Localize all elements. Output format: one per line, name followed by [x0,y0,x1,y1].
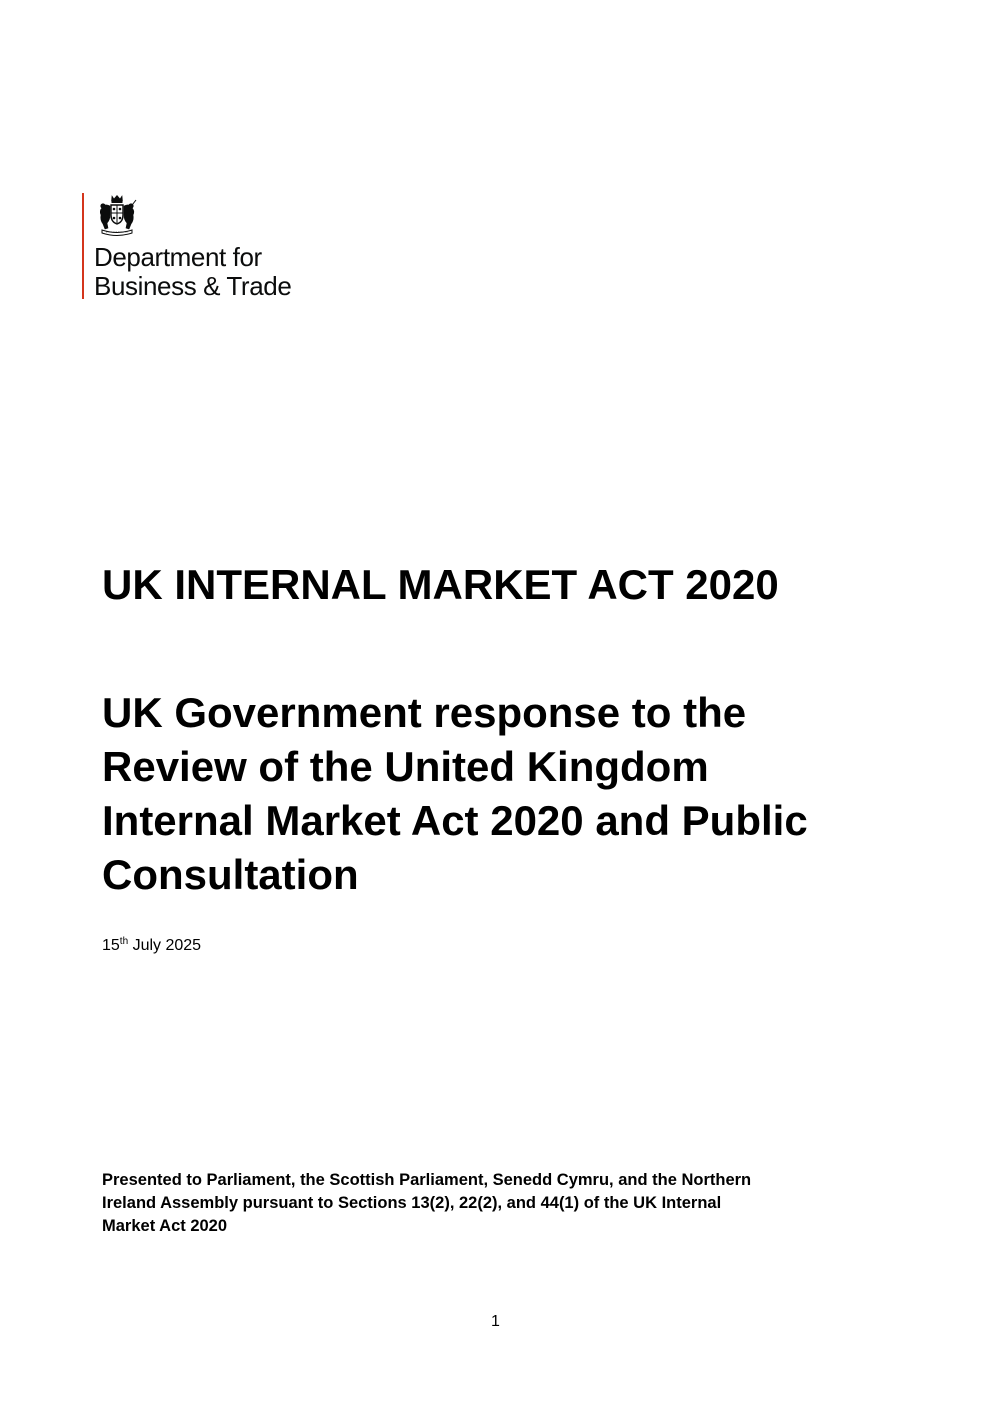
department-logo [82,193,342,299]
logo-red-rule [82,193,84,299]
presented-to-parliament-statement [102,1169,922,1238]
royal-coat-of-arms-icon [94,193,140,239]
document-title [102,686,922,902]
document-title-line-2: Review of the United Kingdom [102,743,709,790]
presented-line-3: Market Act 2020 [102,1217,228,1235]
publication-date [102,936,201,956]
page-number: 1 [491,1313,500,1330]
publication-date-day: 15 [102,937,120,954]
publication-date-suffix: th [119,936,129,947]
presented-line-2: Ireland Assembly pursuant to Sections 13(2), 22(2), and 44(1) of the UK Internal [102,1194,722,1212]
department-name-line-1: Department for [94,242,262,272]
document-title-line-3: Internal Market Act 2020 and Public [102,797,808,844]
document-title-line-1: UK Government response to the [102,689,747,736]
publication-date-month-year: July 2025 [128,937,202,954]
department-name [94,243,291,301]
document-title-line-4: Consultation [102,851,359,898]
presented-line-1: Presented to Parliament, the Scottish Parliament, Senedd Cymru, and the Northern [102,1171,752,1189]
act-title: UK INTERNAL MARKET ACT 2020 [102,561,779,608]
department-name-line-2: Business & Trade [94,271,292,301]
